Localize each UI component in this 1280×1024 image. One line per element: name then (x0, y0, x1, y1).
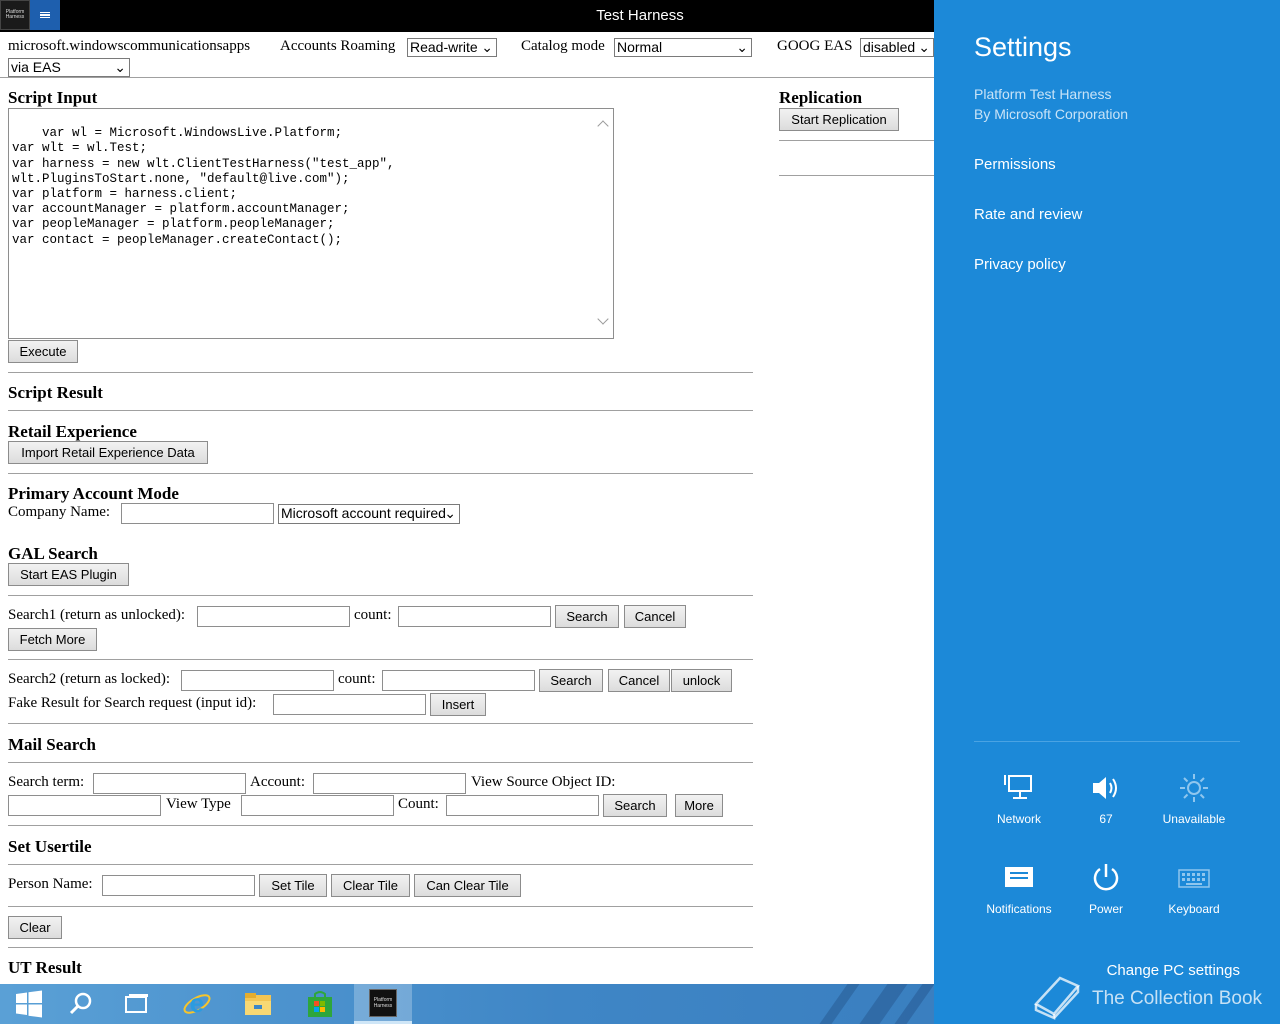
start-replication-button[interactable]: Start Replication (779, 108, 899, 131)
app-content (0, 32, 934, 984)
search1-search-button[interactable]: Search (555, 605, 619, 628)
power-tile[interactable] (1062, 860, 1150, 916)
test-harness-icon (369, 989, 397, 1017)
brightness-icon (1178, 772, 1210, 804)
mail-search-heading: Mail Search (8, 735, 96, 754)
search-icon (68, 991, 94, 1017)
can-clear-tile-button[interactable]: Can Clear Tile (414, 874, 521, 897)
search1-cancel-button[interactable]: Cancel (624, 605, 686, 628)
mail-count-label: Count: (398, 796, 439, 812)
person-name-input[interactable] (102, 875, 255, 896)
chevron-down-icon: ⌄ (736, 39, 748, 55)
script-code: var wl = Microsoft.WindowsLive.Platform; var wlt = wl.Test; var harness = new wlt.ClientTestHarness("test_app", wlt.PluginsToStart.none, "default@live.com"); var platform = harness.client; var accountManager = platform.accountManager; var peopleManager = platform.peopleManager; var contact = peopleManager.createContact(); (12, 126, 395, 247)
store-icon (306, 990, 334, 1018)
company-name-input[interactable] (121, 503, 274, 524)
settings-app-name: Platform Test Harness (974, 86, 1112, 102)
window-title: Test Harness (596, 7, 684, 24)
settings-pane (934, 0, 1280, 1024)
clear-button[interactable]: Clear (8, 916, 62, 939)
replication-divider-2 (779, 175, 934, 176)
chevron-down-icon: ⌄ (481, 39, 493, 55)
internet-explorer-icon (182, 989, 212, 1019)
mail-search-button[interactable]: Search (603, 794, 667, 817)
script-result-heading: Script Result (8, 383, 103, 402)
internet-explorer-button[interactable] (168, 984, 226, 1024)
settings-title: Settings (974, 32, 1072, 62)
search2-cancel-button[interactable]: Cancel (608, 669, 670, 692)
svg-text:e: e (189, 989, 205, 1018)
taskbar-decoration (805, 984, 866, 1024)
divider (8, 906, 753, 907)
goog-eas-label: GOOG EAS (777, 38, 853, 54)
chevron-down-icon: ⌄ (444, 505, 456, 521)
catalog-mode-select[interactable] (614, 38, 752, 57)
search1-label: Search1 (return as unlocked): (8, 607, 186, 623)
account-input[interactable] (313, 773, 466, 794)
file-explorer-icon (243, 991, 273, 1017)
file-explorer-button[interactable] (229, 984, 287, 1024)
divider (8, 723, 753, 724)
notifications-label: Notifications (986, 902, 1052, 916)
search-term-input[interactable] (93, 773, 246, 794)
power-label: Power (1088, 902, 1123, 916)
chevron-down-icon: ⌄ (918, 39, 930, 55)
settings-publisher: By Microsoft Corporation (974, 106, 1129, 122)
accounts-roaming-select[interactable] (407, 38, 497, 57)
catalog-mode-value: Normal (617, 39, 663, 55)
set-usertile-heading: Set Usertile (8, 837, 92, 856)
ut-result-heading: UT Result (8, 958, 82, 977)
via-select[interactable] (8, 58, 130, 77)
goog-eas-select[interactable] (860, 38, 934, 57)
mail-count-input[interactable] (446, 795, 599, 816)
scroll-up-icon[interactable] (597, 120, 608, 131)
company-name-label: Company Name: (8, 504, 111, 520)
search1-count-input[interactable] (398, 606, 551, 627)
accounts-roaming-label: Accounts Roaming (280, 38, 396, 54)
store-button[interactable] (291, 984, 349, 1024)
search-term-label: Search term: (8, 774, 85, 790)
brightness-tile (1150, 770, 1238, 826)
permissions-link[interactable]: Permissions (974, 156, 1056, 173)
task-view-button[interactable] (108, 984, 166, 1024)
search1-count-label: count: (354, 607, 392, 623)
execute-button[interactable]: Execute (8, 340, 78, 363)
chevron-down-icon: ⌄ (114, 59, 126, 75)
goog-eas-value: disabled (863, 39, 916, 55)
divider (8, 864, 753, 865)
divider (8, 372, 753, 373)
privacy-policy-link[interactable]: Privacy policy (974, 256, 1066, 273)
search2-count-label: count: (338, 671, 376, 687)
network-icon (1003, 773, 1035, 803)
test-harness-icon-text: Platform Harness (373, 996, 393, 1009)
package-name-label: microsoft.windowscommunicationsapps (8, 38, 251, 54)
search-button[interactable] (52, 984, 110, 1024)
network-label: Network (996, 812, 1041, 826)
view-source-label: View Source Object ID: (471, 774, 616, 790)
toolbar-divider (0, 77, 934, 78)
retail-heading: Retail Experience (8, 422, 137, 441)
search2-label: Search2 (return as locked): (8, 671, 171, 687)
search2-input[interactable] (181, 670, 334, 691)
brightness-label: Unavailable (1162, 812, 1226, 826)
divider (8, 762, 753, 763)
taskbar (0, 984, 934, 1024)
fetch-more-button[interactable]: Fetch More (8, 628, 97, 651)
keyboard-tile[interactable] (1150, 860, 1238, 916)
divider (8, 659, 753, 660)
insert-button[interactable]: Insert (430, 693, 486, 716)
unlock-button[interactable]: unlock (671, 669, 732, 692)
set-tile-button[interactable]: Set Tile (259, 874, 327, 897)
start-icon (15, 990, 43, 1018)
start-button[interactable] (0, 984, 58, 1024)
fake-result-input[interactable] (273, 694, 426, 715)
test-harness-taskbar-button[interactable] (354, 984, 412, 1024)
account-label: Account: (250, 774, 305, 790)
change-pc-settings-link[interactable]: Change PC settings (1106, 962, 1240, 979)
app-logo-text: Platform Harness (5, 9, 25, 20)
power-icon (1090, 862, 1122, 894)
notifications-tile[interactable] (975, 860, 1063, 916)
search1-input[interactable] (197, 606, 350, 627)
view-type-input[interactable] (241, 795, 394, 816)
replication-divider-1 (779, 140, 934, 141)
divider (8, 595, 753, 596)
book-icon (1030, 972, 1082, 1020)
script-input-textarea[interactable] (8, 108, 614, 339)
start-eas-plugin-button[interactable]: Start EAS Plugin (8, 563, 129, 586)
divider (8, 947, 753, 948)
primary-account-heading: Primary Account Mode (8, 484, 179, 503)
keyboard-icon (1178, 866, 1210, 890)
notifications-icon (1003, 864, 1035, 892)
mail-more-button[interactable]: More (675, 794, 723, 817)
account-mode-select[interactable] (278, 504, 460, 524)
divider (8, 410, 753, 411)
gal-search-heading: GAL Search (8, 544, 98, 563)
fake-result-label: Fake Result for Search request (input id): (8, 695, 257, 711)
keyboard-label: Keyboard (1168, 902, 1220, 916)
volume-icon (1090, 773, 1122, 803)
replication-heading: Replication (779, 88, 863, 107)
clear-tile-button[interactable]: Clear Tile (331, 874, 410, 897)
textarea-scrollbar[interactable] (595, 110, 612, 337)
catalog-mode-label: Catalog mode (521, 38, 605, 54)
task-view-icon (124, 993, 150, 1015)
volume-tile[interactable] (1062, 770, 1150, 826)
search2-count-input[interactable] (382, 670, 535, 691)
view-type-label: View Type (166, 796, 231, 812)
import-retail-data-button[interactable]: Import Retail Experience Data (8, 441, 208, 464)
script-input-heading: Script Input (8, 88, 98, 107)
view-source-input[interactable] (8, 795, 161, 816)
divider (8, 473, 753, 474)
search2-search-button[interactable]: Search (539, 669, 603, 692)
watermark-text: The Collection Book (1092, 988, 1263, 1009)
rate-and-review-link[interactable]: Rate and review (974, 206, 1083, 223)
person-name-label: Person Name: (8, 876, 93, 892)
volume-label: 67 (1099, 812, 1113, 826)
accounts-roaming-value: Read-write (410, 39, 478, 55)
settings-divider (974, 741, 1240, 742)
scroll-down-icon[interactable] (597, 313, 608, 324)
network-tile[interactable] (975, 770, 1063, 826)
via-value: via EAS (11, 59, 61, 75)
account-mode-value: Microsoft account required (281, 505, 446, 521)
divider (8, 825, 753, 826)
